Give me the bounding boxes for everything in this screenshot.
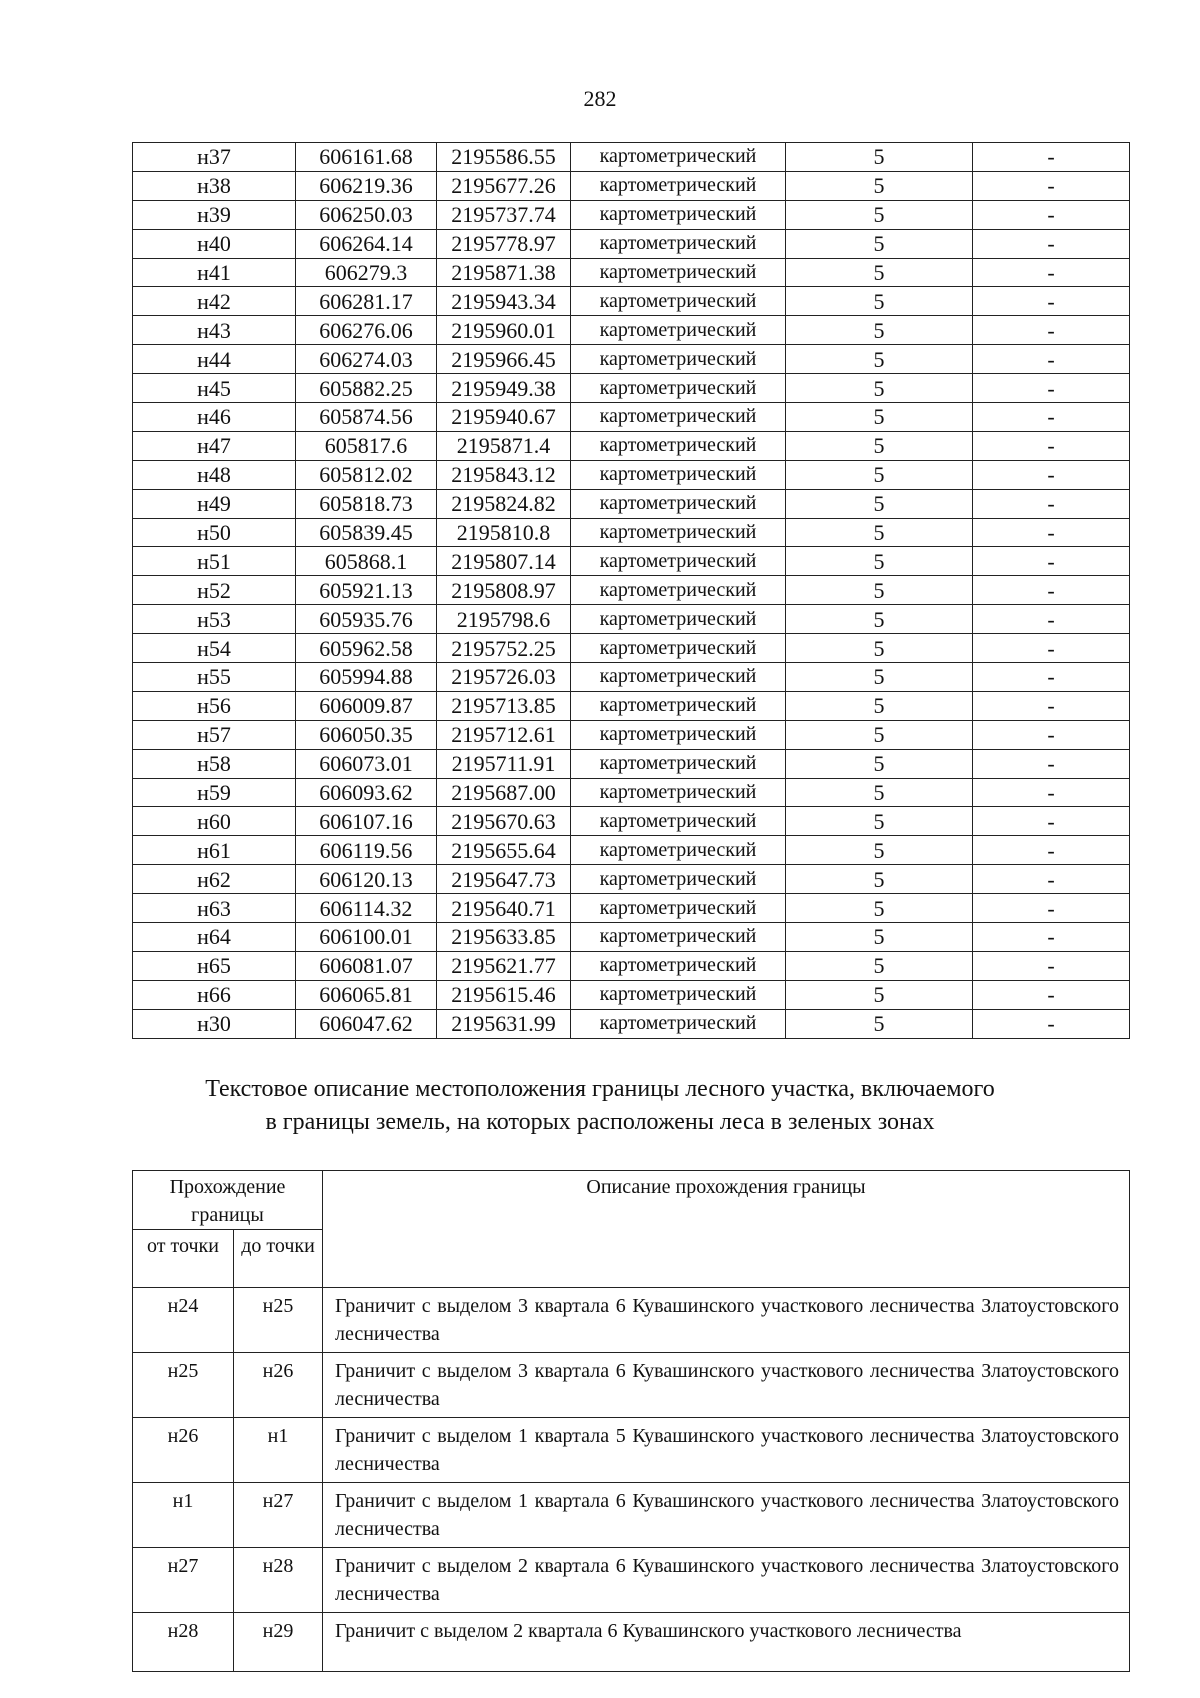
cell-coord-x: 606050.35 <box>296 720 437 749</box>
cell-coord-y: 2195871.4 <box>437 431 571 460</box>
cell-accuracy: 5 <box>786 287 973 316</box>
cell-coord-x: 606279.3 <box>296 258 437 287</box>
table-row <box>133 143 1130 172</box>
cell-coord-x: 606250.03 <box>296 200 437 229</box>
cell-coord-y: 2195949.38 <box>437 374 571 403</box>
cell-method: картометрический <box>571 374 786 403</box>
cell-method: картометрический <box>571 605 786 634</box>
cell-accuracy: 5 <box>786 923 973 952</box>
cell-accuracy: 5 <box>786 460 973 489</box>
cell-coord-y: 2195615.46 <box>437 980 571 1009</box>
table-row <box>133 576 1130 605</box>
cell-note: - <box>973 836 1130 865</box>
cell-method: картометрический <box>571 258 786 287</box>
cell-note: - <box>973 287 1130 316</box>
cell-coord-x: 605817.6 <box>296 431 437 460</box>
cell-from-point: н24 <box>133 1288 234 1353</box>
header-passage: Прохождение границы <box>133 1171 323 1230</box>
cell-accuracy: 5 <box>786 634 973 663</box>
cell-accuracy: 5 <box>786 605 973 634</box>
cell-coord-x: 605839.45 <box>296 518 437 547</box>
cell-coord-x: 606100.01 <box>296 923 437 952</box>
cell-method: картометрический <box>571 720 786 749</box>
cell-method: картометрический <box>571 489 786 518</box>
cell-to-point: н26 <box>234 1353 323 1418</box>
cell-point-id: н52 <box>133 576 296 605</box>
table-row <box>133 403 1130 432</box>
table-row <box>133 287 1130 316</box>
cell-point-id: н54 <box>133 634 296 663</box>
cell-note: - <box>973 518 1130 547</box>
cell-accuracy: 5 <box>786 345 973 374</box>
cell-point-id: н47 <box>133 431 296 460</box>
cell-coord-y: 2195633.85 <box>437 923 571 952</box>
cell-coord-y: 2195687.00 <box>437 778 571 807</box>
cell-point-id: н63 <box>133 894 296 923</box>
cell-accuracy: 5 <box>786 865 973 894</box>
cell-coord-x: 606107.16 <box>296 807 437 836</box>
cell-point-id: н55 <box>133 663 296 692</box>
cell-point-id: н57 <box>133 720 296 749</box>
cell-accuracy: 5 <box>786 518 973 547</box>
cell-note: - <box>973 778 1130 807</box>
cell-point-id: н43 <box>133 316 296 345</box>
cell-coord-y: 2195647.73 <box>437 865 571 894</box>
header-from-point: от точки <box>133 1230 234 1288</box>
cell-note: - <box>973 489 1130 518</box>
cell-coord-x: 606081.07 <box>296 951 437 980</box>
cell-point-id: н58 <box>133 749 296 778</box>
cell-point-id: н51 <box>133 547 296 576</box>
cell-point-id: н62 <box>133 865 296 894</box>
cell-coord-y: 2195778.97 <box>437 229 571 258</box>
cell-method: картометрический <box>571 980 786 1009</box>
cell-coord-y: 2195960.01 <box>437 316 571 345</box>
table-row <box>133 345 1130 374</box>
cell-coord-x: 606281.17 <box>296 287 437 316</box>
table-row <box>133 807 1130 836</box>
cell-coord-y: 2195871.38 <box>437 258 571 287</box>
cell-point-id: н64 <box>133 923 296 952</box>
cell-coord-x: 606264.14 <box>296 229 437 258</box>
cell-point-id: н44 <box>133 345 296 374</box>
cell-coord-y: 2195808.97 <box>437 576 571 605</box>
cell-method: картометрический <box>571 836 786 865</box>
cell-note: - <box>973 547 1130 576</box>
cell-coord-x: 606009.87 <box>296 691 437 720</box>
table-row <box>133 865 1130 894</box>
table-row <box>133 489 1130 518</box>
cell-accuracy: 5 <box>786 576 973 605</box>
cell-method: картометрический <box>571 518 786 547</box>
cell-method: картометрический <box>571 287 786 316</box>
table-row <box>133 720 1130 749</box>
cell-coord-y: 2195752.25 <box>437 634 571 663</box>
cell-accuracy: 5 <box>786 1009 973 1038</box>
table-row <box>133 923 1130 952</box>
cell-note: - <box>973 431 1130 460</box>
cell-note: - <box>973 143 1130 172</box>
cell-coord-y: 2195670.63 <box>437 807 571 836</box>
cell-accuracy: 5 <box>786 980 973 1009</box>
cell-coord-y: 2195655.64 <box>437 836 571 865</box>
table-row <box>133 460 1130 489</box>
table-row <box>133 1353 1130 1418</box>
cell-method: картометрический <box>571 143 786 172</box>
cell-point-id: н59 <box>133 778 296 807</box>
cell-point-id: н37 <box>133 143 296 172</box>
table-row <box>133 547 1130 576</box>
cell-method: картометрический <box>571 923 786 952</box>
cell-coord-y: 2195712.61 <box>437 720 571 749</box>
table-row <box>133 980 1130 1009</box>
cell-coord-y: 2195711.91 <box>437 749 571 778</box>
cell-point-id: н45 <box>133 374 296 403</box>
cell-accuracy: 5 <box>786 836 973 865</box>
cell-from-point: н27 <box>133 1548 234 1613</box>
cell-coord-x: 605994.88 <box>296 663 437 692</box>
table-row <box>133 1288 1130 1353</box>
cell-note: - <box>973 229 1130 258</box>
cell-coord-y: 2195843.12 <box>437 460 571 489</box>
table-row <box>133 1418 1130 1483</box>
cell-from-point: н28 <box>133 1613 234 1672</box>
cell-coord-y: 2195940.67 <box>437 403 571 432</box>
cell-accuracy: 5 <box>786 894 973 923</box>
cell-coord-x: 606073.01 <box>296 749 437 778</box>
cell-point-id: н46 <box>133 403 296 432</box>
cell-note: - <box>973 923 1130 952</box>
cell-coord-x: 606065.81 <box>296 980 437 1009</box>
cell-point-id: н66 <box>133 980 296 1009</box>
cell-coord-y: 2195824.82 <box>437 489 571 518</box>
cell-note: - <box>973 345 1130 374</box>
table-row <box>133 894 1130 923</box>
cell-from-point: н1 <box>133 1483 234 1548</box>
cell-method: картометрический <box>571 171 786 200</box>
cell-method: картометрический <box>571 894 786 923</box>
cell-accuracy: 5 <box>786 229 973 258</box>
description-table-body <box>133 1288 1130 1672</box>
cell-note: - <box>973 807 1130 836</box>
table-row <box>133 778 1130 807</box>
cell-method: картометрический <box>571 576 786 605</box>
table-row <box>133 605 1130 634</box>
table-row <box>133 316 1130 345</box>
cell-method: картометрический <box>571 691 786 720</box>
table-row <box>133 836 1130 865</box>
cell-accuracy: 5 <box>786 691 973 720</box>
cell-note: - <box>973 720 1130 749</box>
cell-description: Граничит с выделом 1 квартала 6 Кувашинского участкового лесничества Златоустовского лесничества <box>323 1483 1130 1548</box>
cell-coord-y: 2195631.99 <box>437 1009 571 1038</box>
cell-accuracy: 5 <box>786 720 973 749</box>
boundary-description-table <box>132 1170 1130 1672</box>
cell-coord-x: 606119.56 <box>296 836 437 865</box>
cell-point-id: н41 <box>133 258 296 287</box>
cell-method: картометрический <box>571 778 786 807</box>
table-row <box>133 663 1130 692</box>
cell-point-id: н61 <box>133 836 296 865</box>
cell-accuracy: 5 <box>786 547 973 576</box>
cell-method: картометрический <box>571 807 786 836</box>
cell-coord-x: 605921.13 <box>296 576 437 605</box>
cell-accuracy: 5 <box>786 489 973 518</box>
cell-note: - <box>973 1009 1130 1038</box>
cell-coord-y: 2195798.6 <box>437 605 571 634</box>
cell-coord-x: 605812.02 <box>296 460 437 489</box>
cell-accuracy: 5 <box>786 663 973 692</box>
cell-to-point: н1 <box>234 1418 323 1483</box>
cell-coord-x: 606093.62 <box>296 778 437 807</box>
cell-to-point: н27 <box>234 1483 323 1548</box>
cell-method: картометрический <box>571 663 786 692</box>
cell-accuracy: 5 <box>786 258 973 287</box>
header-description: Описание прохождения границы <box>323 1171 1130 1288</box>
cell-note: - <box>973 316 1130 345</box>
cell-accuracy: 5 <box>786 403 973 432</box>
table-row <box>133 431 1130 460</box>
cell-note: - <box>973 258 1130 287</box>
cell-coord-x: 606114.32 <box>296 894 437 923</box>
cell-note: - <box>973 605 1130 634</box>
cell-point-id: н60 <box>133 807 296 836</box>
cell-coord-x: 605935.76 <box>296 605 437 634</box>
table-row <box>133 518 1130 547</box>
cell-accuracy: 5 <box>786 749 973 778</box>
cell-method: картометрический <box>571 1009 786 1038</box>
cell-coord-y: 2195966.45 <box>437 345 571 374</box>
cell-coord-y: 2195810.8 <box>437 518 571 547</box>
cell-point-id: н50 <box>133 518 296 547</box>
description-header-row <box>133 1171 1130 1230</box>
cell-accuracy: 5 <box>786 200 973 229</box>
cell-method: картометрический <box>571 865 786 894</box>
cell-point-id: н49 <box>133 489 296 518</box>
table-row <box>133 1483 1130 1548</box>
cell-description: Граничит с выделом 3 квартала 6 Кувашинского участкового лесничества Златоустовского лесничества <box>323 1353 1130 1418</box>
cell-accuracy: 5 <box>786 431 973 460</box>
cell-coord-y: 2195943.34 <box>437 287 571 316</box>
cell-to-point: н25 <box>234 1288 323 1353</box>
cell-description: Граничит с выделом 3 квартала 6 Кувашинского участкового лесничества Златоустовского лесничества <box>323 1288 1130 1353</box>
cell-from-point: н25 <box>133 1353 234 1418</box>
cell-accuracy: 5 <box>786 171 973 200</box>
cell-note: - <box>973 171 1130 200</box>
cell-point-id: н53 <box>133 605 296 634</box>
section-heading-line-2: в границы земель, на которых расположены леса в зеленых зонах <box>265 1109 935 1135</box>
table-row <box>133 200 1130 229</box>
cell-coord-x: 605818.73 <box>296 489 437 518</box>
section-heading-line-1: Текстовое описание местоположения границы лесного участка, включаемого <box>205 1076 995 1102</box>
cell-method: картометрический <box>571 229 786 258</box>
cell-point-id: н48 <box>133 460 296 489</box>
cell-coord-y: 2195640.71 <box>437 894 571 923</box>
cell-coord-x: 606276.06 <box>296 316 437 345</box>
cell-accuracy: 5 <box>786 316 973 345</box>
cell-coord-y: 2195726.03 <box>437 663 571 692</box>
cell-note: - <box>973 865 1130 894</box>
table-row <box>133 171 1130 200</box>
table-row <box>133 1548 1130 1613</box>
cell-coord-x: 606120.13 <box>296 865 437 894</box>
cell-accuracy: 5 <box>786 374 973 403</box>
cell-description: Граничит с выделом 2 квартала 6 Кувашинского участкового лесничества Златоустовского лесничества <box>323 1548 1130 1613</box>
cell-coord-y: 2195737.74 <box>437 200 571 229</box>
cell-point-id: н65 <box>133 951 296 980</box>
table-row <box>133 634 1130 663</box>
cell-coord-x: 606274.03 <box>296 345 437 374</box>
cell-coord-x: 605868.1 <box>296 547 437 576</box>
cell-method: картометрический <box>571 316 786 345</box>
cell-to-point: н29 <box>234 1613 323 1672</box>
cell-accuracy: 5 <box>786 778 973 807</box>
cell-note: - <box>973 663 1130 692</box>
cell-note: - <box>973 894 1130 923</box>
cell-accuracy: 5 <box>786 951 973 980</box>
cell-method: картометрический <box>571 749 786 778</box>
cell-coord-y: 2195586.55 <box>437 143 571 172</box>
cell-accuracy: 5 <box>786 807 973 836</box>
cell-coord-x: 605962.58 <box>296 634 437 663</box>
cell-note: - <box>973 200 1130 229</box>
coordinates-table <box>132 142 1130 1039</box>
cell-point-id: н56 <box>133 691 296 720</box>
table-row <box>133 1613 1130 1672</box>
cell-note: - <box>973 951 1130 980</box>
cell-coord-y: 2195677.26 <box>437 171 571 200</box>
header-to-point: до точки <box>234 1230 323 1288</box>
cell-method: картометрический <box>571 634 786 663</box>
cell-note: - <box>973 691 1130 720</box>
cell-coord-x: 605882.25 <box>296 374 437 403</box>
cell-note: - <box>973 576 1130 605</box>
cell-description: Граничит с выделом 2 квартала 6 Кувашинского участкового лесничества <box>323 1613 1130 1672</box>
table-row <box>133 258 1130 287</box>
cell-point-id: н39 <box>133 200 296 229</box>
cell-coord-y: 2195621.77 <box>437 951 571 980</box>
cell-method: картометрический <box>571 200 786 229</box>
table-row <box>133 229 1130 258</box>
cell-accuracy: 5 <box>786 143 973 172</box>
cell-from-point: н26 <box>133 1418 234 1483</box>
cell-coord-x: 606219.36 <box>296 171 437 200</box>
cell-method: картометрический <box>571 951 786 980</box>
cell-method: картометрический <box>571 547 786 576</box>
cell-note: - <box>973 403 1130 432</box>
cell-to-point: н28 <box>234 1548 323 1613</box>
table-row <box>133 691 1130 720</box>
cell-note: - <box>973 374 1130 403</box>
section-heading <box>100 1073 1100 1139</box>
cell-note: - <box>973 980 1130 1009</box>
cell-coord-y: 2195807.14 <box>437 547 571 576</box>
cell-point-id: н42 <box>133 287 296 316</box>
cell-point-id: н30 <box>133 1009 296 1038</box>
cell-coord-x: 606047.62 <box>296 1009 437 1038</box>
cell-point-id: н40 <box>133 229 296 258</box>
table-row <box>133 1009 1130 1038</box>
cell-point-id: н38 <box>133 171 296 200</box>
cell-coord-y: 2195713.85 <box>437 691 571 720</box>
cell-coord-x: 606161.68 <box>296 143 437 172</box>
page-number: 282 <box>583 86 617 111</box>
cell-method: картометрический <box>571 345 786 374</box>
cell-note: - <box>973 460 1130 489</box>
table-row <box>133 749 1130 778</box>
cell-method: картометрический <box>571 460 786 489</box>
cell-method: картометрический <box>571 431 786 460</box>
table-row <box>133 951 1130 980</box>
coordinates-table-body <box>133 143 1130 1039</box>
table-row <box>133 374 1130 403</box>
cell-coord-x: 605874.56 <box>296 403 437 432</box>
cell-description: Граничит с выделом 1 квартала 5 Кувашинского участкового лесничества Златоустовского лесничества <box>323 1418 1130 1483</box>
cell-method: картометрический <box>571 403 786 432</box>
cell-note: - <box>973 749 1130 778</box>
cell-note: - <box>973 634 1130 663</box>
